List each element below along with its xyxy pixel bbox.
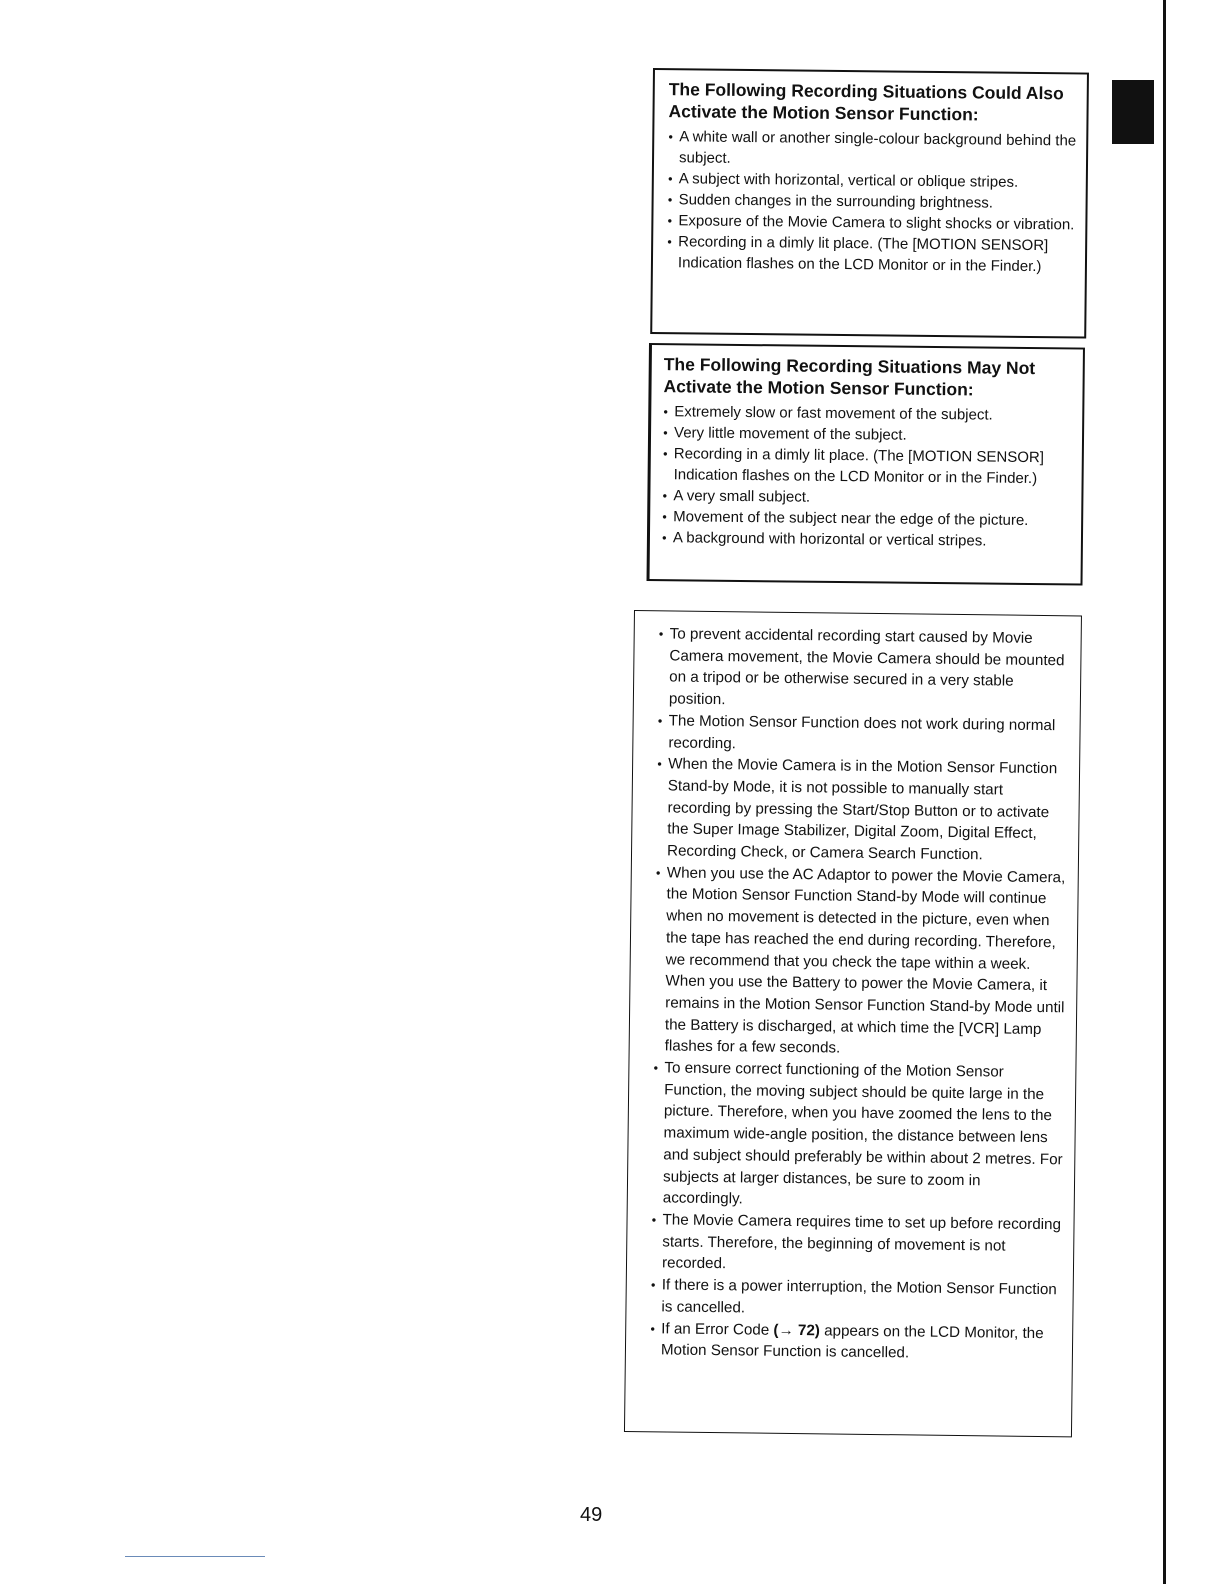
scan-artifact-line [125,1556,265,1557]
list-item: ● If there is a power interruption, the Motion Sensor Function is cancelled. [650,1274,1062,1322]
ac-adaptor-item [654,862,1068,1062]
list-item: ● Recording in a dimly lit place. (The [MOTION SENSOR] Indication flashes on the LCD Monitor or in the Finder.) [663,443,1074,489]
list-item: ● Very little movement of the subject. [663,422,1074,447]
notes-box [624,610,1082,1437]
list-item: ● A subject with horizontal, vertical or oblique stripes. [668,168,1078,193]
list-item: ● Movement of the subject near the edge of the picture. [662,506,1073,531]
could-activate-box [650,68,1089,339]
list-item: ● Exposure of the Movie Camera to slight shocks or vibration. [667,210,1077,235]
list-item: ● When the Movie Camera is in the Motion Sensor Function Stand-by Mode, it is not possible to manually start recording by pressing the Start/Stop Button or to activate the Super Image Stabilizer, Digital Zoom, Digital Effect, Recording Check, or Camera Search Function. [656,754,1069,868]
list-item: ● A very small subject. [662,485,1073,510]
battery-continuation-text: When you use the Battery to power the Movie Camera, it remains in the Motion Sensor Function Stand-by Mode until the Battery is discharged, at which time the [VCR] Lamp flashes for a few seconds. [664,972,1065,1057]
error-code-before: If an Error Code [661,1319,774,1339]
list-item: ● Extremely slow or fast movement of the subject. [663,401,1074,426]
page-reference[interactable]: (→ 72) [773,1321,821,1339]
section-tab-marker [1112,80,1154,144]
ac-adaptor-text: When you use the AC Adaptor to power the Movie Camera, the Motion Sensor Function Stand-by Mode will continue when no movement is detected in the picture, even when the tape has reached the end during recording. Therefore, we recommend that you check the tape within a week. [665,864,1066,973]
page-edge-rule [1163,0,1166,1584]
list-item: ● The Movie Camera requires time to set up before recording starts. Therefore, the beginning of movement is not recorded. [651,1209,1064,1279]
may-not-activate-box [647,343,1085,586]
list-item: ● A background with horizontal or vertical stripes. [662,527,1073,552]
notes-list [650,623,1071,1366]
could-activate-heading: The Following Recording Situations Could Also Activate the Motion Sensor Function: [668,79,1064,125]
list-item: ● A white wall or another single-colour background behind the subject. [668,126,1078,172]
list-item: ● To ensure correct functioning of the Motion Sensor Function, the moving subject should be quite large in the picture. Therefore, when you have zoomed the lens to the maximum wide-angle position, the distance between lens and subject should preferably be within about 2 metres. For subjects at larger distances, be sure to zoom in accordingly. [652,1057,1066,1214]
page-number: 49 [580,1504,603,1526]
could-activate-list [667,126,1079,277]
list-item: ● The Motion Sensor Function does not work during normal recording. [657,710,1069,758]
error-code-after: appears on the LCD Monitor, the Motion Sensor Function is cancelled. [660,1321,1044,1362]
list-item: ● To prevent accidental recording start caused by Movie Camera movement, the Movie Camera should be mounted on a tripod or be otherwise secured in a very stable position. [658,623,1071,715]
list-item: ● Recording in a dimly lit place. (The [MOTION SENSOR] Indication flashes on the LCD Monitor or in the Finder.) [667,231,1077,277]
list-item: ● Sudden changes in the surrounding brightness. [668,189,1078,214]
error-code-item [650,1318,1062,1366]
may-not-activate-list [662,401,1075,552]
may-not-activate-heading: The Following Recording Situations May Not Activate the Motion Sensor Function: [663,354,1036,400]
